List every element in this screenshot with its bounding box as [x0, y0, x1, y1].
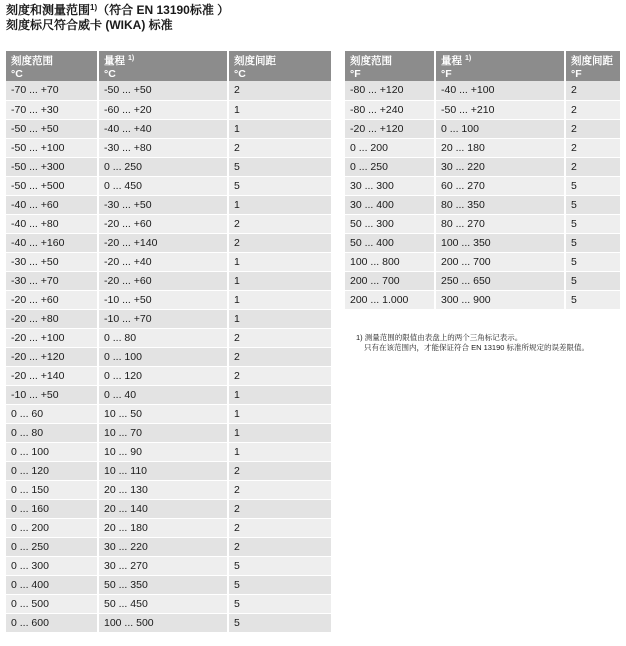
cell-measuring-range: 10 ... 50 [98, 404, 228, 423]
cell-scale-spacing: 2 [565, 157, 620, 176]
cell-scale-range: 0 ... 120 [6, 461, 98, 480]
cell-measuring-range: -10 ... +50 [98, 290, 228, 309]
cell-scale-range: -20 ... +100 [6, 328, 98, 347]
cell-measuring-range: -20 ... +140 [98, 233, 228, 252]
cell-scale-spacing: 1 [228, 252, 331, 271]
cell-scale-range: -50 ... +500 [6, 176, 98, 195]
cell-scale-range: 30 ... 300 [345, 176, 435, 195]
title-line-1 [6, 3, 229, 18]
footnote-line-1: 1) 测量范围的限值由表盘上的两个三角标记表示。 [356, 333, 523, 342]
cell-measuring-range: 0 ... 100 [98, 347, 228, 366]
header-unit: °F [571, 68, 582, 80]
footnote-line-2: 只有在该范围内，才能保证符合 EN 13190 标准所规定的误差限值。 [364, 343, 590, 352]
cell-scale-range: -20 ... +140 [6, 366, 98, 385]
cell-scale-spacing: 2 [228, 537, 331, 556]
table-row [6, 537, 331, 556]
table-row [6, 575, 331, 594]
cell-scale-range: -80 ... +240 [345, 100, 435, 119]
table-row [6, 518, 331, 537]
cell-scale-spacing: 5 [565, 214, 620, 233]
fahrenheit-scale-table [345, 51, 620, 310]
table-row [345, 138, 620, 157]
cell-measuring-range: 100 ... 350 [435, 233, 565, 252]
cell-scale-range: -20 ... +80 [6, 309, 98, 328]
cell-scale-range: -40 ... +80 [6, 214, 98, 233]
cell-scale-spacing: 5 [228, 575, 331, 594]
cell-scale-spacing: 5 [565, 252, 620, 271]
cell-scale-range: 0 ... 60 [6, 404, 98, 423]
cell-scale-range: 0 ... 200 [6, 518, 98, 537]
cell-scale-range: -20 ... +120 [345, 119, 435, 138]
cell-scale-range: 0 ... 500 [6, 594, 98, 613]
title-line-1-text: 刻度和测量范围 [6, 3, 91, 17]
cell-measuring-range: 10 ... 90 [98, 442, 228, 461]
header-unit: °F [350, 68, 361, 80]
cell-measuring-range: 250 ... 650 [435, 271, 565, 290]
table-row [6, 119, 331, 138]
table-row [6, 195, 331, 214]
footnote [356, 333, 589, 353]
title-line-2: 刻度标尺符合威卡 (WIKA) 标准 [6, 18, 173, 32]
table-row [345, 100, 620, 119]
cell-scale-range: -70 ... +30 [6, 100, 98, 119]
cell-scale-spacing: 1 [228, 119, 331, 138]
header-measuring-range [435, 51, 565, 81]
cell-scale-range: -50 ... +50 [6, 119, 98, 138]
cell-measuring-range: 0 ... 80 [98, 328, 228, 347]
cell-measuring-range: 0 ... 120 [98, 366, 228, 385]
cell-measuring-range: -50 ... +210 [435, 100, 565, 119]
cell-scale-range: 200 ... 700 [345, 271, 435, 290]
celsius-table-body [6, 81, 331, 632]
table-row [6, 461, 331, 480]
cell-scale-range: 0 ... 300 [6, 556, 98, 575]
cell-scale-range: -50 ... +100 [6, 138, 98, 157]
cell-scale-spacing: 1 [228, 195, 331, 214]
cell-scale-spacing: 1 [228, 290, 331, 309]
table-row [6, 81, 331, 100]
cell-measuring-range: -20 ... +60 [98, 214, 228, 233]
title-line-1-standard: （符合 EN 13190标准 ） [97, 3, 230, 17]
cell-measuring-range: 10 ... 110 [98, 461, 228, 480]
header-label: 刻度间距 [571, 55, 613, 67]
table-header-row [6, 51, 331, 81]
cell-measuring-range: 0 ... 100 [435, 119, 565, 138]
table-header-row [345, 51, 620, 81]
table-row [6, 404, 331, 423]
cell-scale-range: 200 ... 1.000 [345, 290, 435, 309]
cell-measuring-range: 20 ... 140 [98, 499, 228, 518]
cell-scale-spacing: 1 [228, 404, 331, 423]
cell-measuring-range: 30 ... 220 [98, 537, 228, 556]
table-row [6, 252, 331, 271]
cell-measuring-range: -40 ... +40 [98, 119, 228, 138]
cell-scale-range: -70 ... +70 [6, 81, 98, 100]
cell-scale-spacing: 2 [228, 461, 331, 480]
cell-measuring-range: 20 ... 130 [98, 480, 228, 499]
table-row [6, 347, 331, 366]
table-row [6, 385, 331, 404]
table-row [345, 252, 620, 271]
cell-scale-spacing: 2 [565, 100, 620, 119]
page-title [6, 3, 229, 33]
cell-scale-spacing: 2 [565, 138, 620, 157]
table-row [6, 613, 331, 632]
cell-measuring-range: 300 ... 900 [435, 290, 565, 309]
header-scale-spacing [565, 51, 620, 81]
cell-scale-range: -40 ... +160 [6, 233, 98, 252]
cell-scale-range: 0 ... 400 [6, 575, 98, 594]
cell-scale-range: 0 ... 160 [6, 499, 98, 518]
cell-scale-spacing: 5 [228, 594, 331, 613]
cell-scale-spacing: 1 [228, 385, 331, 404]
table-row [6, 157, 331, 176]
cell-measuring-range: 0 ... 250 [98, 157, 228, 176]
table-row [6, 423, 331, 442]
cell-scale-range: 50 ... 300 [345, 214, 435, 233]
cell-scale-spacing: 2 [228, 233, 331, 252]
cell-measuring-range: -30 ... +80 [98, 138, 228, 157]
cell-scale-range: -80 ... +120 [345, 81, 435, 100]
cell-scale-range: 0 ... 600 [6, 613, 98, 632]
cell-scale-spacing: 2 [565, 81, 620, 100]
table-row [6, 442, 331, 461]
cell-scale-range: 0 ... 100 [6, 442, 98, 461]
table-row [6, 366, 331, 385]
cell-scale-spacing: 5 [228, 176, 331, 195]
cell-measuring-range: 30 ... 220 [435, 157, 565, 176]
cell-measuring-range: -30 ... +50 [98, 195, 228, 214]
title-footnote-mark: 1) [90, 3, 98, 12]
table-row [345, 271, 620, 290]
cell-measuring-range: -10 ... +70 [98, 309, 228, 328]
header-scale-range [6, 51, 98, 81]
cell-scale-range: -20 ... +60 [6, 290, 98, 309]
cell-measuring-range: 0 ... 40 [98, 385, 228, 404]
header-label: 量程 [104, 55, 125, 67]
cell-measuring-range: 20 ... 180 [435, 138, 565, 157]
table-row [6, 328, 331, 347]
table-row [6, 214, 331, 233]
cell-measuring-range: -50 ... +50 [98, 81, 228, 100]
cell-measuring-range: 0 ... 450 [98, 176, 228, 195]
header-label: 刻度间距 [234, 55, 276, 67]
table-row [345, 233, 620, 252]
fahrenheit-table-body [345, 81, 620, 309]
cell-measuring-range: 20 ... 180 [98, 518, 228, 537]
cell-scale-spacing: 2 [228, 138, 331, 157]
cell-measuring-range: -60 ... +20 [98, 100, 228, 119]
cell-measuring-range: 60 ... 270 [435, 176, 565, 195]
cell-scale-spacing: 2 [228, 347, 331, 366]
header-unit: °C [104, 68, 116, 80]
header-label: 刻度范围 [350, 55, 392, 67]
celsius-scale-table [6, 51, 331, 633]
cell-measuring-range: 80 ... 270 [435, 214, 565, 233]
table-row [6, 138, 331, 157]
table-row [6, 556, 331, 575]
cell-scale-range: -30 ... +50 [6, 252, 98, 271]
cell-scale-spacing: 5 [228, 556, 331, 575]
cell-measuring-range: 200 ... 700 [435, 252, 565, 271]
cell-scale-spacing: 2 [228, 480, 331, 499]
table-row [6, 100, 331, 119]
cell-measuring-range: 80 ... 350 [435, 195, 565, 214]
cell-scale-spacing: 1 [228, 309, 331, 328]
cell-scale-spacing: 5 [565, 271, 620, 290]
header-unit: °C [234, 68, 246, 80]
header-footnote-mark: 1) [128, 55, 135, 62]
cell-scale-range: -30 ... +70 [6, 271, 98, 290]
cell-measuring-range: 100 ... 500 [98, 613, 228, 632]
table-row [6, 176, 331, 195]
cell-scale-range: 0 ... 250 [6, 537, 98, 556]
cell-scale-range: 100 ... 800 [345, 252, 435, 271]
cell-scale-spacing: 5 [228, 157, 331, 176]
cell-scale-spacing: 2 [228, 214, 331, 233]
cell-measuring-range: 50 ... 350 [98, 575, 228, 594]
header-label: 量程 [441, 55, 462, 67]
table-row [345, 176, 620, 195]
cell-scale-spacing: 1 [228, 100, 331, 119]
header-label: 刻度范围 [11, 55, 53, 67]
table-row [6, 480, 331, 499]
cell-measuring-range: 10 ... 70 [98, 423, 228, 442]
cell-scale-spacing: 2 [565, 119, 620, 138]
table-row [6, 233, 331, 252]
cell-scale-spacing: 2 [228, 499, 331, 518]
cell-measuring-range: 30 ... 270 [98, 556, 228, 575]
cell-scale-spacing: 1 [228, 423, 331, 442]
table-row [345, 195, 620, 214]
table-row [345, 157, 620, 176]
table-row [345, 119, 620, 138]
cell-scale-range: -20 ... +120 [6, 347, 98, 366]
cell-scale-range: -10 ... +50 [6, 385, 98, 404]
cell-scale-spacing: 5 [565, 195, 620, 214]
cell-scale-range: 50 ... 400 [345, 233, 435, 252]
cell-measuring-range: 50 ... 450 [98, 594, 228, 613]
table-row [345, 81, 620, 100]
table-row [345, 290, 620, 309]
cell-measuring-range: -40 ... +100 [435, 81, 565, 100]
cell-scale-spacing: 2 [228, 81, 331, 100]
cell-measuring-range: -20 ... +60 [98, 271, 228, 290]
cell-scale-range: -50 ... +300 [6, 157, 98, 176]
cell-scale-spacing: 2 [228, 518, 331, 537]
header-footnote-mark: 1) [465, 55, 472, 62]
table-row [6, 594, 331, 613]
header-unit: °C [11, 68, 23, 80]
cell-scale-spacing: 5 [228, 613, 331, 632]
table-row [345, 214, 620, 233]
cell-scale-range: 0 ... 200 [345, 138, 435, 157]
header-measuring-range [98, 51, 228, 81]
cell-measuring-range: -20 ... +40 [98, 252, 228, 271]
header-unit: °F [441, 68, 452, 80]
cell-scale-spacing: 1 [228, 442, 331, 461]
table-row [6, 309, 331, 328]
header-scale-spacing [228, 51, 331, 81]
table-row [6, 290, 331, 309]
table-row [6, 271, 331, 290]
header-scale-range [345, 51, 435, 81]
cell-scale-spacing: 2 [228, 366, 331, 385]
cell-scale-range: 30 ... 400 [345, 195, 435, 214]
cell-scale-range: 0 ... 250 [345, 157, 435, 176]
cell-scale-spacing: 5 [565, 290, 620, 309]
cell-scale-spacing: 5 [565, 176, 620, 195]
cell-scale-spacing: 1 [228, 271, 331, 290]
cell-scale-spacing: 5 [565, 233, 620, 252]
cell-scale-range: 0 ... 150 [6, 480, 98, 499]
cell-scale-range: -40 ... +60 [6, 195, 98, 214]
table-row [6, 499, 331, 518]
cell-scale-range: 0 ... 80 [6, 423, 98, 442]
cell-scale-spacing: 2 [228, 328, 331, 347]
